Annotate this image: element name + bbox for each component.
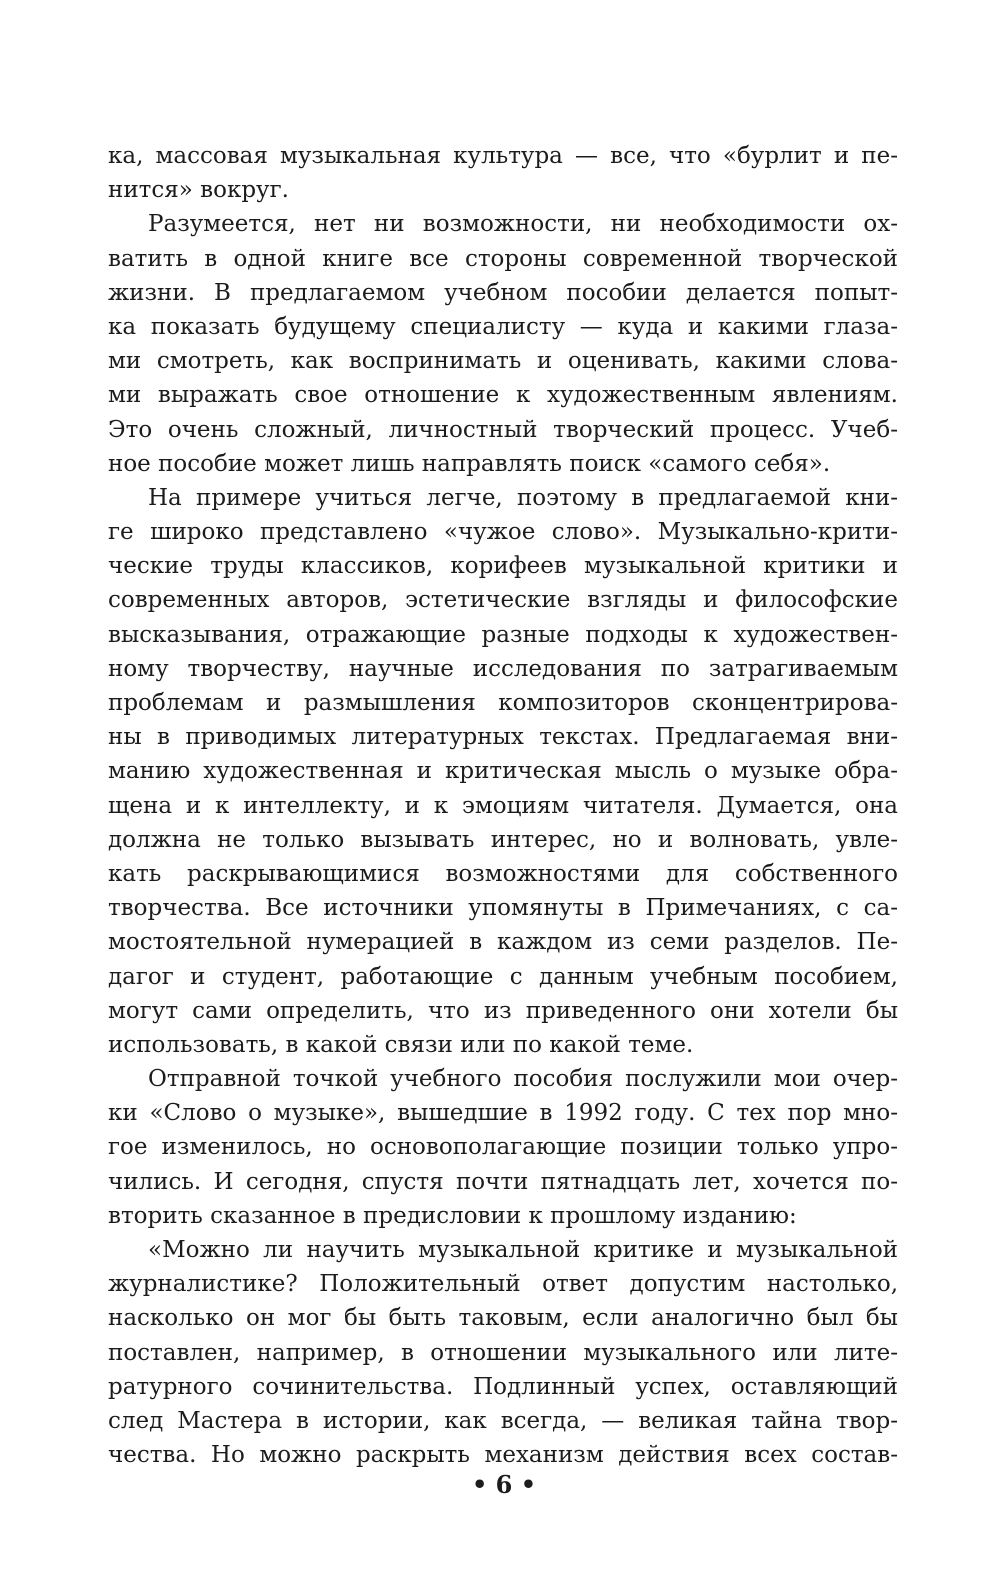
paragraph-start-line: Разумеется, нет ни возможности, ни необходимости ох-: [148, 211, 898, 238]
text-line: кать раскрывающимися возможностями для собственного: [108, 860, 898, 887]
text-line: использовать, в какой связи или по какой теме.: [108, 1031, 694, 1058]
text-line: нится» вокруг.: [108, 177, 289, 204]
text-line: журналистике? Положительный ответ допустим настолько,: [108, 1271, 898, 1298]
text-line: ка, массовая музыкальная культура — все, что «бурлит и пе-: [108, 143, 898, 169]
page-number: • 6 •: [471, 1470, 537, 1499]
text-line: насколько он мог бы быть таковым, если аналогично был бы: [108, 1305, 898, 1332]
text-line: ратурного сочинительства. Подлинный успех, оставляющий: [108, 1373, 898, 1400]
paragraph-start-line: Отправной точкой учебного пособия послужили мои очер-: [148, 1066, 898, 1093]
text-line: могут сами определить, что из приведенного они хотели бы: [108, 997, 898, 1024]
text-line: гое изменилось, но основополагающие позиции только упро-: [108, 1134, 898, 1161]
text-line: дагог и студент, работающие с данным учебным пособием,: [108, 963, 898, 990]
text-line: след Мастера в истории, как всегда, — великая тайна твор-: [108, 1407, 898, 1434]
text-line: поставлен, например, в отношении музыкального или лите-: [108, 1339, 898, 1366]
text-line: ге широко представлено «чужое слово». Музыкально-крити-: [108, 519, 898, 546]
body-text: [108, 139, 898, 1472]
text-line: чества. Но можно раскрыть механизм действия всех состав-: [108, 1442, 898, 1469]
text-line: должна не только вызывать интерес, но и волновать, увле-: [108, 826, 898, 853]
text-line: творчества. Все источники упомянуты в Примечаниях, с са-: [108, 895, 898, 922]
text-line: современных авторов, эстетические взгляды и философские: [108, 587, 898, 614]
text-line: ка показать будущему специалисту — куда и какими глаза-: [108, 313, 898, 340]
text-line: ное пособие может лишь направлять поиск «самого себя».: [108, 450, 831, 477]
paragraph-start-line: «Можно ли научить музыкальной критике и музыкальной: [148, 1237, 898, 1263]
text-line: ми выражать свое отношение к художественным явлениям.: [108, 382, 898, 409]
text-line: мостоятельной нумерацией в каждом из семи разделов. Пе-: [108, 929, 898, 956]
text-line: ному творчеству, научные исследования по затрагиваемым: [108, 655, 898, 682]
text-line: жизни. В предлагаемом учебном пособии делается попыт-: [108, 279, 898, 306]
text-line: ки «Слово о музыке», вышедшие в 1992 году. С тех пор мно-: [108, 1100, 898, 1127]
text-line: проблемам и размышления композиторов сконцентрирова-: [108, 690, 898, 716]
text-line: щена и к интеллекту, и к эмоциям читателя. Думается, она: [108, 792, 898, 819]
text-line: ми смотреть, как воспринимать и оценивать, какими слова-: [108, 348, 898, 375]
text-line: чились. И сегодня, спустя почти пятнадцать лет, хочется по-: [108, 1168, 898, 1195]
text-line: ческие труды классиков, корифеев музыкальной критики и: [108, 553, 898, 580]
paragraph-start-line: На примере учиться легче, поэтому в предлагаемой кни-: [148, 484, 898, 511]
text-line: высказывания, отражающие разные подходы к художествен-: [108, 621, 898, 648]
text-line: манию художественная и критическая мысль о музыке обра-: [108, 758, 898, 785]
text-line: Это очень сложный, личностный творческий процесс. Учеб-: [108, 416, 898, 443]
text-line: ватить в одной книге все стороны современной творческой: [108, 245, 898, 272]
text-line: ны в приводимых литературных текстах. Предлагаемая вни-: [108, 724, 898, 751]
text-line: вторить сказанное в предисловии к прошлому изданию:: [108, 1202, 797, 1229]
